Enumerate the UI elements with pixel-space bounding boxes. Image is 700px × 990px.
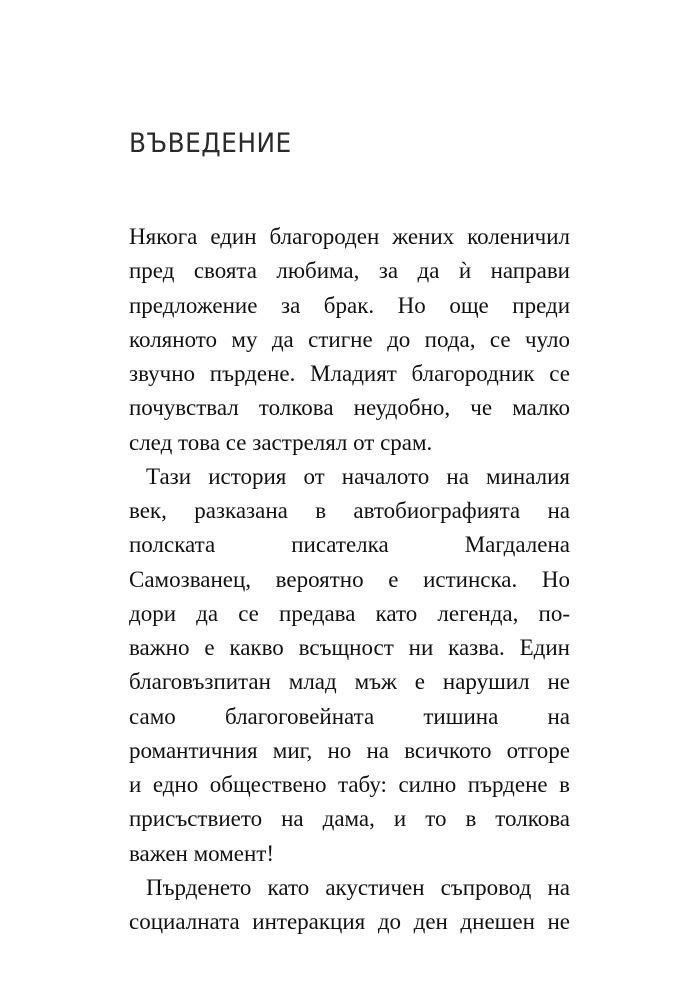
text-line: дори да се предава като легенда, по- <box>129 600 570 626</box>
text-line: романтичния миг, но на всичкото отгоре <box>129 737 570 763</box>
text-line: присъствието на дама, и то в толкова <box>129 806 570 832</box>
text-line: само благоговейната тишина на <box>129 703 570 729</box>
text-line: след това се застрелял от срам. <box>129 429 433 455</box>
paragraph-2 <box>129 460 570 871</box>
paragraph-1 <box>129 220 570 460</box>
text-line: Самозванец, вероятно е истинска. Но <box>129 566 570 592</box>
chapter-heading: ВЪВЕДЕНИЕ <box>129 128 292 159</box>
text-line: Някога един благороден жених коленичил <box>129 224 570 249</box>
text-line: полската писателка Магдалена <box>129 532 570 558</box>
text-line: Тази история от началото на миналия <box>146 463 570 489</box>
text-line: почувствал толкова неудобно, че малко <box>129 395 570 421</box>
text-line: век, разказана в автобиографията на <box>129 498 570 523</box>
text-line: коляното му да стигне до пода, се чуло <box>129 326 570 352</box>
text-line: и едно обществено табу: силно пърдене в <box>129 772 570 797</box>
text-line: социалната интеракция до ден днешен не <box>129 909 570 934</box>
text-line: Пърденето като акустичен съпровод на <box>146 874 570 900</box>
text-line: предложение за брак. Но още преди <box>129 292 570 318</box>
text-line: благовъзпитан млад мъж е нарушил не <box>129 669 570 695</box>
text-line: важно е какво всъщност ни казва. Един <box>129 635 570 660</box>
text-line: пред своята любима, за да ѝ направи <box>129 258 570 284</box>
paragraph-3 <box>129 871 570 940</box>
text-line: важен момент! <box>129 840 275 866</box>
body-text <box>129 220 570 939</box>
text-line: звучно пърдене. Младият благородник се <box>129 361 570 386</box>
